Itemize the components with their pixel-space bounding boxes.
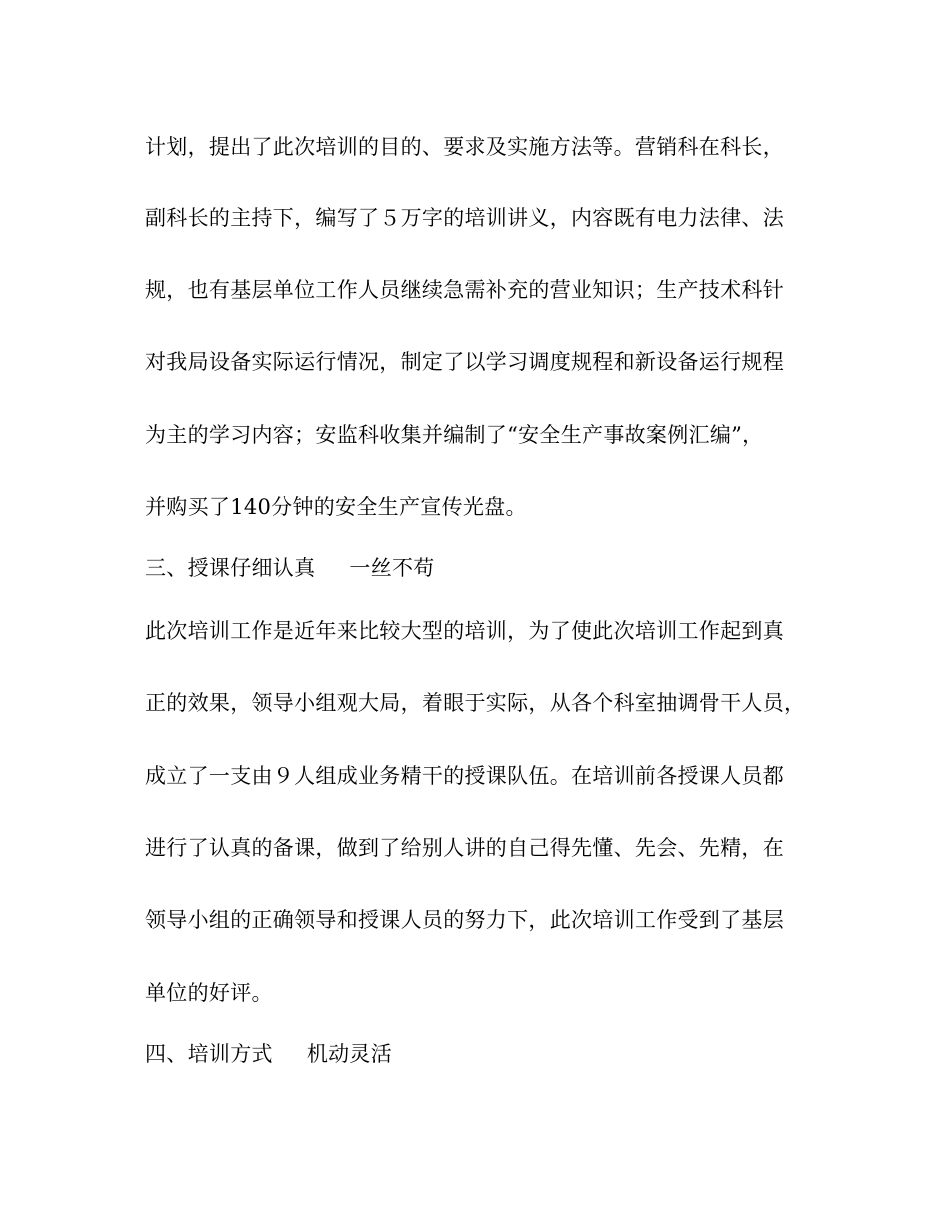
paragraph-line: 计划，提出了此次培训的目的、要求及实施方法等。营销科在科长， <box>145 135 784 159</box>
paragraph-line: 此次培训工作是近年来比较大型的培训，为了使此次培训工作起到真 <box>145 619 784 643</box>
paragraph-line: 成立了一支由９人组成业务精干的授课队伍。在培训前各授课人员都 <box>145 764 784 788</box>
section-heading-3-subtitle: 一丝不苟 <box>349 556 435 580</box>
paragraph-line: 为主的学习内容；安监科收集并编制了“安全生产事故案例汇编”， <box>145 423 764 447</box>
paragraph-line: 对我局设备实际运行情况，制定了以学习调度规程和新设备运行规程 <box>145 350 784 374</box>
section-heading-4 <box>145 1040 825 1068</box>
paragraph-line: 领导小组的正确领导和授课人员的努力下，此次培训工作受到了基层 <box>145 908 784 932</box>
section-heading-4-subtitle: 机动灵活 <box>306 1042 393 1066</box>
paragraph-line: 正的效果，领导小组观大局，着眼于实际，从各个科室抽调骨干人员， <box>145 691 806 715</box>
section-heading-4-title: 四、培训方式 <box>145 1042 273 1066</box>
paragraph-line: 进行了认真的备课，做到了给别人讲的自己得先懂、先会、先精，在 <box>145 836 784 860</box>
paragraph-line: 规，也有基层单位工作人员继续急需补充的营业知识；生产技术科针 <box>145 278 784 302</box>
section-heading-3-title: 三、授课仔细认真 <box>145 556 316 580</box>
section-heading-3 <box>145 554 825 582</box>
paragraph-line: 并购买了140分钟的安全生产宣传光盘。 <box>145 495 527 519</box>
paragraph-line: 副科长的主持下，编写了５万字的培训讲义，内容既有电力法律、法 <box>145 206 784 230</box>
paragraph-line: 单位的好评。 <box>145 981 273 1005</box>
